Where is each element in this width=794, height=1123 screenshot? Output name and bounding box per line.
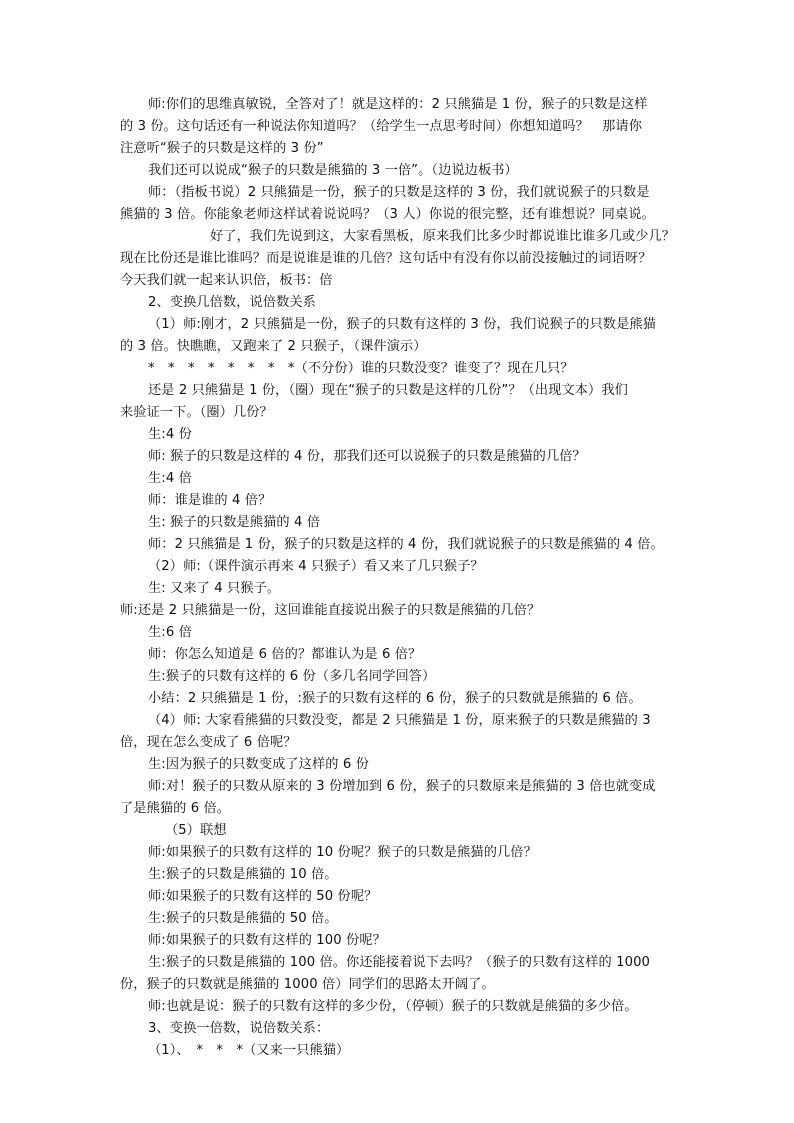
text-line: 生:猴子的只数是熊猫的 50 倍。 xyxy=(148,911,338,926)
text-line: （5）联想 xyxy=(165,823,227,838)
section-heading: 2、变换几倍数，说倍数关系 xyxy=(148,295,316,310)
text-line: （1）、 * * *（又来一只熊猫） xyxy=(148,1043,350,1058)
text-line: 生:猴子的只数是熊猫的 10 倍。 xyxy=(148,867,338,882)
text-line: 师: 猴子的只数是这样的 4 份，那我们还可以说猴子的只数是熊猫的几倍？ xyxy=(148,449,586,464)
text-line: 小结：2 只熊猫是 1 份，:猴子的只数有这样的 6 份，猴子的只数就是熊猫的 6 倍。 xyxy=(148,691,642,706)
text-line: 我们还可以说成“猴子的只数是熊猫的 3 一倍”。（边说边板书） xyxy=(148,163,518,178)
text-line: 师:如果猴子的只数有这样的 10 份呢？猴子的只数是熊猫的几倍？ xyxy=(148,845,537,860)
text-line: 师：你怎么知道是 6 倍的？都谁认为是 6 倍？ xyxy=(148,647,422,662)
text-line: 倍，现在怎么变成了 6 倍呢？ xyxy=(120,735,297,750)
text-line: 师：2 只熊猫是 1 份，猴子的只数是这样的 4 份，我们就说猴子的只数是熊猫的 4 倍。 xyxy=(148,537,664,552)
text-line: 生:猴子的只数有这样的 6 份（多几名同学回答） xyxy=(148,669,436,684)
text-line: 生:6 倍 xyxy=(148,625,192,640)
text-line: 师：（指板书说）2 只熊猫是一份，猴子的只数是这样的 3 份，我们就说猴子的只数是 xyxy=(148,185,650,200)
text-line: 生: 又来了 4 只猴子。 xyxy=(148,581,281,596)
text-line: 了是熊猫的 6 倍。 xyxy=(120,801,231,816)
text-line: 生: 猴子的只数是熊猫的 4 倍 xyxy=(148,515,321,530)
text-line: （4）师: 大家看熊猫的只数没变，都是 2 只熊猫是 1 份，原来猴子的只数是熊猫的 3 xyxy=(148,713,651,728)
text-line: 师:如果猴子的只数有这样的 100 份呢？ xyxy=(148,933,386,948)
text-line: 师:对！猴子的只数从原来的 3 份增加到 6 份，猴子的只数原来是熊猫的 3 倍也就变成 xyxy=(148,779,656,794)
text-line: 师：谁是谁的 4 倍？ xyxy=(148,493,272,508)
text-line: 的 3 份。这句话还有一种说法你知道吗？（给学生一点思考时间）你想知道吗？ 那请你 xyxy=(120,119,642,134)
text-line: （2）师:（课件演示再来 4 只猴子）看又来了几只猴子？ xyxy=(148,559,484,574)
text-line: * * * * * * * *（不分份）谁的只数没变？谁变了？现在几只？ xyxy=(148,361,574,376)
text-line: 生:4 份 xyxy=(148,427,192,442)
text-line: 来验证一下。（圈）几份？ xyxy=(120,405,273,420)
text-line: 生:4 倍 xyxy=(148,471,192,486)
text-line: 还是 2 只熊猫是 1 份，（圈）现在“猴子的只数是这样的几份”？（出现文本）我们 xyxy=(148,383,628,398)
section-heading: 3、变换一倍数，说倍数关系： xyxy=(148,1021,330,1036)
text-line: 师:还是 2 只熊猫是一份，这回谁能直接说出猴子的只数是熊猫的几倍？ xyxy=(120,603,541,618)
text-line: 今天我们就一起来认识倍，板书：倍 xyxy=(120,273,333,288)
text-line: 生:因为猴子的只数变成了这样的 6 份 xyxy=(148,757,369,772)
text-line: 生:猴子的只数是熊猫的 100 倍。你还能接着说下去吗？（猴子的只数有这样的 1000 xyxy=(148,955,651,970)
text-line: 注意听“猴子的只数是这样的 3 份” xyxy=(120,141,324,156)
text-line: 师:你们的思维真敏锐，全答对了！就是这样的：2 只熊猫是 1 份，猴子的只数是这样 xyxy=(148,97,648,112)
text-line: 师:也就是说：猴子的只数有这样的多少份，（停顿）猴子的只数就是熊猫的多少倍。 xyxy=(148,999,638,1014)
text-line: 现在比份还是谁比谁吗？而是说谁是谁的几倍？这句话中有没有你以前没接触过的词语呀？ xyxy=(120,251,652,266)
text-line: 好了，我们先说到这，大家看黑板，原来我们比多少时都说谁比谁多几或少几？ xyxy=(210,229,676,244)
text-line: 熊猫的 3 倍。你能象老师这样试着说说吗？（3 人）你说的很完整，还有谁想说？同桌说。 xyxy=(120,207,655,222)
text-line: 师:如果猴子的只数有这样的 50 份呢？ xyxy=(148,889,378,904)
text-line: （1）师:刚才，2 只熊猫是一份，猴子的只数有这样的 3 份，我们说猴子的只数是熊猫 xyxy=(148,317,656,332)
text-line: 的 3 倍。快瞧瞧，又跑来了 2 只猴子，（课件演示） xyxy=(120,339,427,354)
text-line: 份，猴子的只数就是熊猫的 1000 倍）同学们的思路太开阔了。 xyxy=(120,977,495,992)
